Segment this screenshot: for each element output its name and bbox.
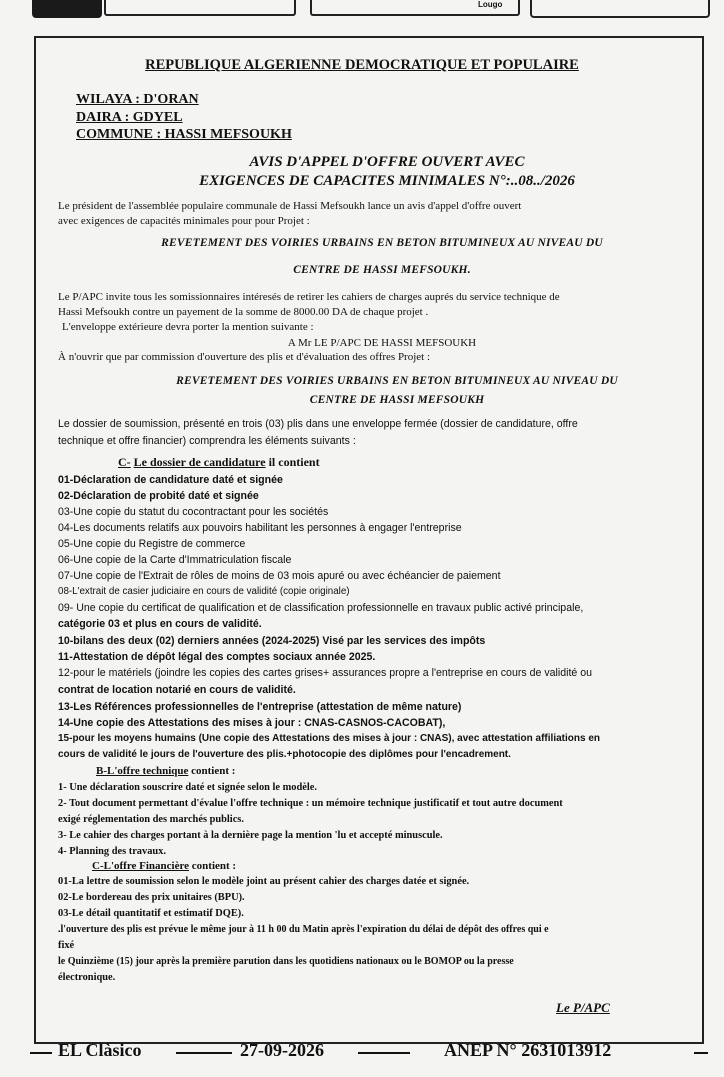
candidature-heading [118, 455, 320, 470]
technique-heading-suffix: contient : [191, 765, 236, 777]
opening-date-line: le Quinzième (15) jour après la première parution dans les quotidiens nationaux ou le BOMOP ou la presse [58, 956, 514, 967]
financiere-item: 02-Le bordereau des prix unitaires (BPU). [58, 892, 245, 903]
invite-line2: Hassi Mefsoukh contre un payement de la somme de 8000.00 DA de chaque projet . [58, 306, 429, 318]
candidature-item: 07-Une copie de l'Extrait de rôles de moins de 03 mois apuré ou avec échéancier de paiement [58, 570, 501, 582]
candidature-item: 02-Déclaration de probité daté et signée [58, 490, 259, 502]
technique-item: 2- Tout document permettant d'évalue l'offre technique : un mémoire technique justificatif et tout autre document [58, 798, 563, 809]
republic-heading: REPUBLIQUE ALGERIENNE DEMOCRATIQUE ET POPULAIRE [145, 57, 579, 73]
candidature-item: 15-pour les moyens humains (Une copie des Attestations des mises à jour : CNAS), avec attestation affiliations en [58, 733, 600, 744]
footer-rule [694, 1052, 708, 1054]
addressee-line: A Mr LE P/APC DE HASSI MEFSOUKH [287, 337, 477, 349]
commune-line: COMMUNE : HASSI MEFSOUKH [76, 127, 292, 142]
candidature-heading-title: Le dossier de candidature [133, 455, 266, 469]
financiere-heading [92, 860, 236, 872]
candidature-item-continued: catégorie 03 et plus en cours de validité. [58, 618, 262, 630]
technique-item: 1- Une déclaration souscrire daté et signée selon le modèle. [58, 782, 317, 793]
notice-title-line2: EXIGENCES DE CAPACITES MINIMALES N°:..08../2026 [199, 173, 575, 189]
candidature-heading-prefix: C- [118, 455, 131, 469]
technique-item: 4- Planning des travaux. [58, 846, 166, 857]
candidature-item: 14-Une copie des Attestations des mises à jour : CNAS-CASNOS-CACOBAT), [58, 717, 446, 729]
candidature-item: 04-Les documents relatifs aux pouvoirs habilitant les personnes à engager l'entreprise [58, 522, 462, 534]
footer-anep-number: ANEP N° 2631013912 [444, 1040, 612, 1060]
invite-line1: Le P/APC invite tous les somissionnaires intéresés de retirer les cahiers de charges auprés du service technique de [58, 291, 560, 303]
invite-line3: L'enveloppe extérieure devra porter la mention suivante : [62, 321, 314, 333]
technique-heading-title: B-L'offre technique [96, 765, 189, 777]
technique-heading [96, 765, 235, 777]
footer-newspaper: EL Clàsico [58, 1040, 142, 1060]
technique-item: 3- Le cahier des charges portant à la dernière page la mention 'lu et accepté minuscule. [58, 830, 443, 841]
candidature-item: 08-L'extrait de casier judiciaire en cours de validité (copie originale) [58, 586, 350, 597]
candidature-item: 09- Une copie du certificat de qualification et de classification professionnelle en travaux public activé principale, [58, 602, 584, 614]
notice-title-line1: AVIS D'APPEL D'OFFRE OUVERT AVEC [249, 154, 525, 170]
candidature-item: 01-Déclaration de candidature daté et signée [58, 474, 283, 486]
candidature-item: 05-Une copie du Registre de commerce [58, 538, 246, 550]
financiere-heading-suffix: contient : [191, 860, 237, 872]
candidature-item: 10-bilans des deux (02) derniers années (2024-2025) Visé par les services des impôts [58, 635, 486, 647]
project2-title-line2: CENTRE DE HASSI MEFSOUKH [309, 394, 485, 406]
candidature-heading-suffix: il contient [268, 455, 320, 469]
opening-date-line: fixé [58, 940, 75, 951]
candidature-item-continued: cours de validité le jours de l'ouverture des plis.+photocopie des diplômes pour l'encadrement. [58, 749, 511, 760]
candidature-item-continued: contrat de location notarié en cours de validité. [58, 684, 296, 696]
footer [0, 1036, 724, 1070]
financiere-item: 03-Le détail quantitatif et estimatif DQE). [58, 908, 244, 919]
top-strip-fragment-text: Lougo [478, 0, 503, 9]
top-strip [0, 0, 724, 22]
project2-title-line1: REVETEMENT DES VOIRIES URBAINS EN BETON BITUMINEUX AU NIVEAU DU [176, 375, 618, 387]
top-strip-box-left [104, 0, 296, 16]
footer-rule [176, 1052, 232, 1054]
opening-date-line: électronique. [58, 972, 116, 983]
candidature-item: 11-Attestation de dépôt légal des comptes sociaux année 2025. [58, 651, 376, 663]
financiere-item: 01-La lettre de soumission selon le modèle joint au présent cahier des charges datée et signée. [58, 876, 470, 887]
candidature-item: 12-pour le matériels (joindre les copies des cartes grises+ assurances propre a l'entreprise en cours de validité ou [58, 667, 593, 679]
opening-date-line: .l'ouverture des plis est prévue le même jour à 11 h 00 du Matin après l'expiration du délai de dépôt des offres qui e [58, 924, 549, 935]
invite-line5: À n'ouvrir que par commission d'ouverture des plis et d'évaluation des offres Projet : [58, 351, 431, 363]
financiere-heading-title: C-L'offre Financière [92, 860, 190, 872]
intro-line1: Le président de l'assemblée populaire communale de Hassi Mefsoukh lance un avis d'appel d'offre ouvert [58, 200, 522, 212]
dossier-intro-line2: technique et offre financier) comprendra les éléments suivants : [58, 435, 356, 447]
project-title-line2: CENTRE DE HASSI MEFSOUKH. [293, 264, 471, 276]
footer-rule [30, 1052, 52, 1054]
dossier-intro-line1: Le dossier de soumission, présenté en trois (03) plis dans une enveloppe fermée (dossier de candidature, offre [58, 418, 578, 430]
candidature-item: 13-Les Références professionnelles de l'entreprise (attestation de même nature) [58, 701, 462, 713]
footer-date: 27-09-2026 [240, 1040, 324, 1060]
footer-rule [358, 1052, 410, 1054]
intro-line2: avec exigences de capacités minimales pour pour Projet : [58, 215, 310, 227]
signature: Le P/APC [556, 1000, 610, 1015]
technique-item-continued: exigé réglementation des marchés publics. [58, 814, 244, 825]
candidature-item: 03-Une copie du statut du cocontractant pour les sociétés [58, 506, 329, 518]
daira-line: DAIRA : GDYEL [76, 110, 183, 125]
top-strip-box-right [530, 0, 710, 18]
wilaya-line: WILAYA : D'ORAN [76, 92, 199, 107]
top-strip-dark-block [32, 0, 102, 18]
project-title-line1: REVETEMENT DES VOIRIES URBAINS EN BETON BITUMINEUX AU NIVEAU DU [161, 237, 603, 249]
candidature-item: 06-Une copie de la Carte d'Immatriculation fiscale [58, 554, 292, 566]
